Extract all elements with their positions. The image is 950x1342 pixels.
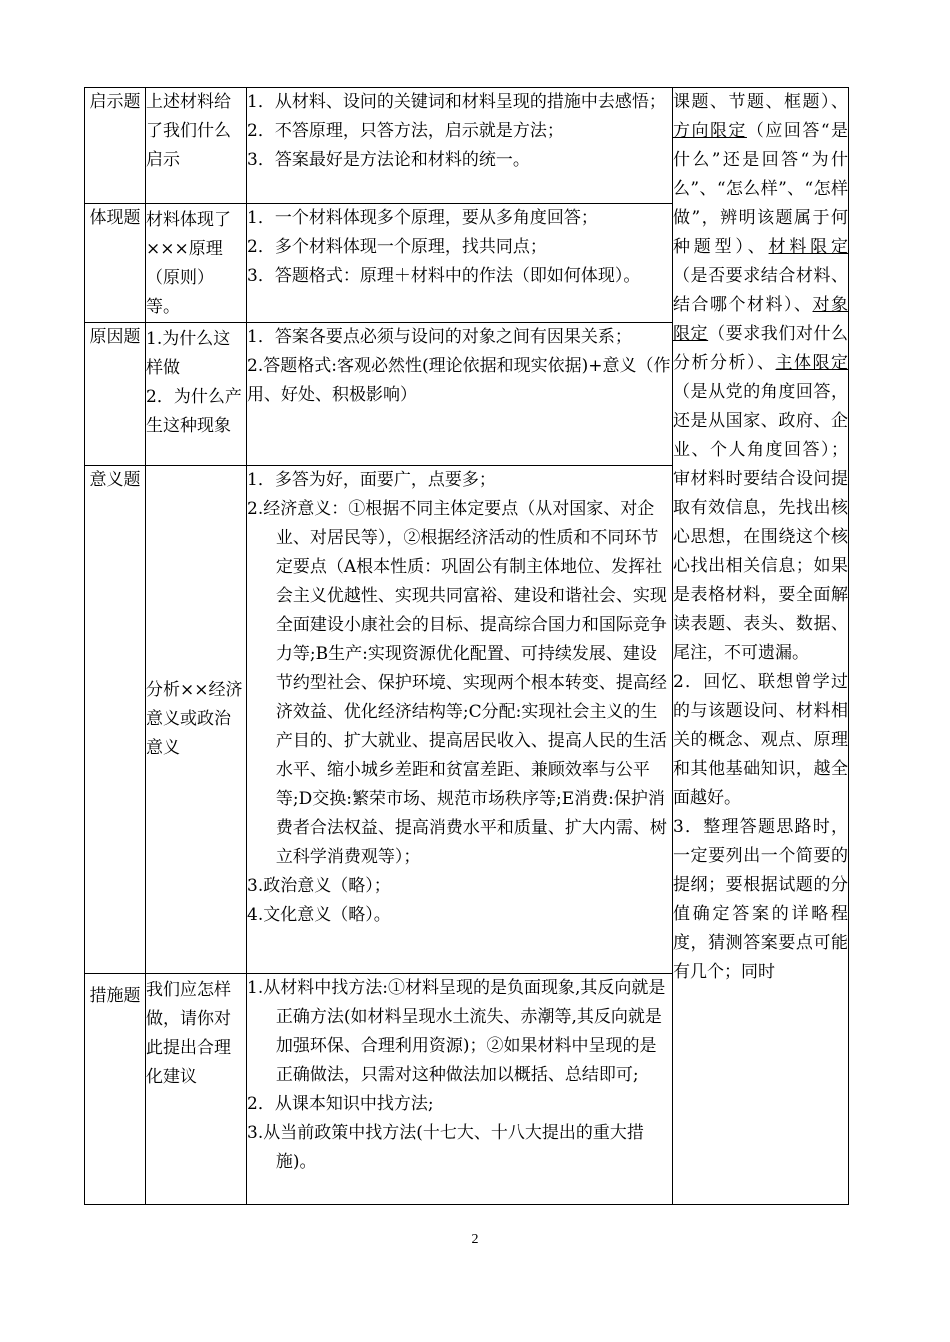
method-cell: [247, 466, 673, 974]
side-text: 课题、节题、框题）、: [673, 92, 848, 112]
method-item: 4.文化意义（略）。: [247, 905, 391, 925]
question-text: 材料体现了×××原理（原则）等。: [146, 210, 231, 317]
side-paragraph-3: 3．整理答题思路时，一定要列出一个简要的提纲；要根据试题的分值确定答案的详略程度，猜测答案要点可能有几个；同时: [673, 817, 848, 982]
method-item: 2.答题格式:客观必然性(理论依据和现实依据)+意义（作用、好处、积极影响）: [247, 356, 671, 405]
method-item: 3．答题格式：原理＋材料中的作法（即如何体现）。: [247, 266, 641, 286]
method-item: 3.政治意义（略）；: [247, 876, 391, 896]
question-type-cell: [85, 323, 146, 466]
question-cell: [146, 974, 247, 1205]
table-row: [85, 88, 849, 204]
method-item: 1．从材料、设问的关键词和材料呈现的措施中去感悟；: [247, 92, 666, 112]
page-number: 2: [471, 1232, 479, 1247]
method-item: 2．从课本知识中找方法;: [247, 1094, 434, 1114]
question-text: 上述材料给了我们什么启示: [146, 92, 231, 170]
question-text: 2．为什么产生这种现象: [146, 387, 242, 436]
side-text: （应回答“是什么”还是回答“为什么”、“怎么样”、“怎样做”，辨明该题属于何种题型）、: [673, 121, 848, 257]
method-item: 1．答案各要点必须与设问的对象之间有因果关系；: [247, 327, 632, 347]
method-cell: [247, 88, 673, 204]
side-text: （要求我们对什么分析分析）、: [673, 324, 849, 373]
method-item: 2．多个材料体现一个原理，找共同点；: [247, 237, 547, 257]
side-notes-text: [673, 88, 848, 668]
question-text: 我们应怎样做，请你对此提出合理化建议: [146, 980, 231, 1087]
question-type: 措施题: [89, 986, 141, 1006]
question-type-cell: [85, 204, 146, 323]
question-type: 意义题: [89, 470, 141, 490]
side-underlined-text: 材料限定: [768, 237, 848, 257]
side-underlined-text: 主体限定: [775, 353, 848, 373]
question-cell: [146, 323, 247, 466]
side-text: （是否要求结合材料、结合哪个材料）、: [673, 266, 848, 315]
side-underlined-text: 对象限定: [673, 295, 848, 344]
method-item: 1.从材料中找方法:①材料呈现的是负面现象,其反向就是正确方法(如材料呈现水土流失、赤潮等,其反向就是加强环保、合理利用资源)；②如果材料中呈现的是正确做法，只需对这种做法加以概括、总结即可;: [247, 978, 666, 1085]
method-item: 2.经济意义：①根据不同主体定要点（从对国家、对企业、对居民等），②根据经济活动的性质和不同环节定要点（A根本性质：巩固公有制主体地位、发挥社会主义优越性、实现共同富裕、建设和谐社会、实现全面建设小康社会的目标、提高综合国力和国际竞争力等;B生产:实现资源优化配置、可持续发展、建设节约型社会、保护环境、实现两个根本转变、提高经济效益、优化经济结构等;C分配:实现社会主义的生产目的、扩大就业、提高居民收入、提高人民的生活水平、缩小城乡差距和贫富差距、兼顾效率与公平等;D交换:繁荣市场、规范市场秩序等;E消费:保护消费者合法权益、提高消费水平和质量、扩大内需、树立科学消费观等）；: [247, 499, 667, 867]
question-type: 启示题: [89, 92, 141, 112]
side-underlined-text: 方向限定: [673, 121, 747, 141]
question-text: 分析××经济意义或政治意义: [146, 680, 243, 758]
method-item: 1．一个材料体现多个原理，要从多角度回答；: [247, 208, 598, 228]
method-item: 3.从当前政策中找方法(十七大、十八大提出的重大措施)。: [247, 1123, 644, 1172]
question-cell: [146, 466, 247, 974]
question-text: 1.为什么这样做: [146, 329, 231, 378]
question-type: 体现题: [89, 208, 141, 228]
question-type-cell: [85, 974, 146, 1205]
question-type-cell: [85, 466, 146, 974]
side-text: （是从党的角度回答，还是从国家、政府、企业、个人角度回答）；审材料时要结合设问提取有效信息，先找出核心思想，在围绕这个核心找出相关信息；如果是表格材料，要全面解读表题、表头、数据、尾注，不可遗漏。: [673, 382, 848, 663]
methods-table: [84, 87, 849, 1205]
side-paragraph-2: 2．回忆、联想曾学过的与该题设问、材料相关的概念、观点、原理和其他基础知识，越全面越好。: [673, 672, 848, 808]
side-notes-cell: [673, 88, 849, 1205]
method-item: 3．答案最好是方法论和材料的统一。: [247, 150, 530, 170]
method-cell: [247, 974, 673, 1205]
question-cell: [146, 88, 247, 204]
question-cell: [146, 204, 247, 323]
question-type-cell: [85, 88, 146, 204]
method-cell: [247, 323, 673, 466]
method-item: 2．不答原理，只答方法，启示就是方法；: [247, 121, 564, 141]
method-item: 1．多答为好，面要广，点要多；: [247, 470, 496, 490]
question-type: 原因题: [89, 327, 141, 347]
method-cell: [247, 204, 673, 323]
